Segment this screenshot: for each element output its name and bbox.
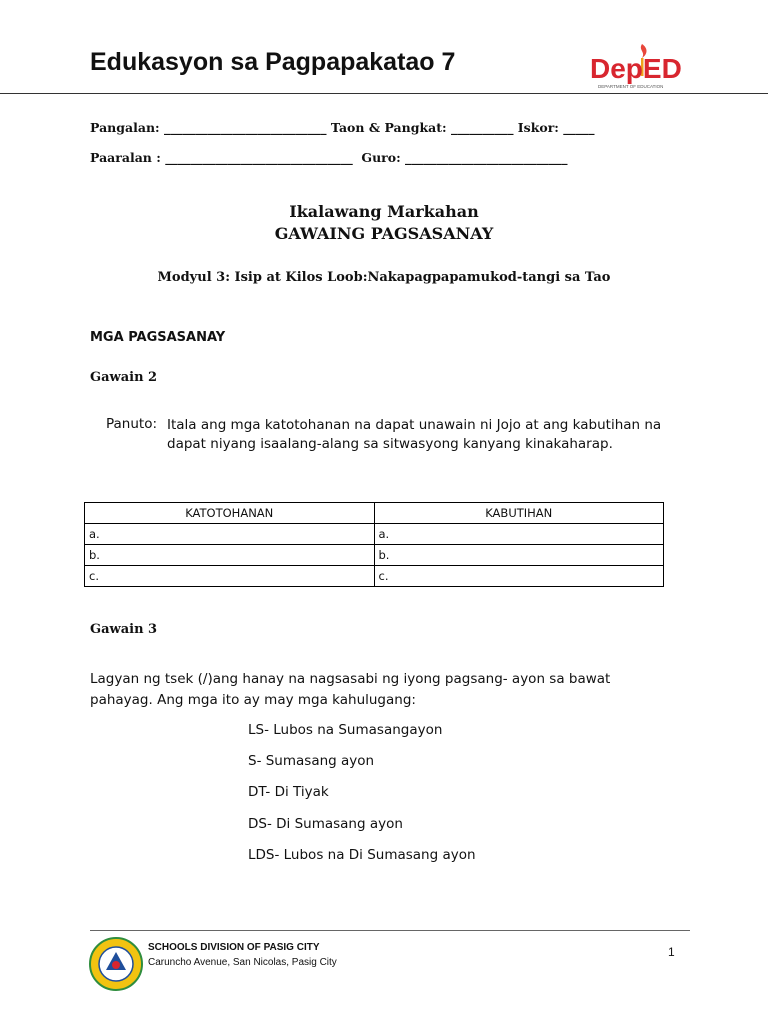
- logo-subtext: DEPARTMENT OF EDUCATION: [598, 84, 664, 89]
- header-katotohanan: KATOTOHANAN: [85, 503, 375, 524]
- document-title: Edukasyon sa Pagpapakatao 7: [90, 48, 456, 76]
- gawain2-heading: Gawain 2: [90, 370, 158, 385]
- division-seal-icon: [88, 936, 144, 992]
- answer-table: [84, 502, 664, 587]
- table-cell[interactable]: a.: [374, 524, 664, 545]
- footer-rule: [90, 930, 690, 931]
- section-heading: MGA PAGSASANAY: [90, 330, 226, 345]
- panuto-text: Itala ang mga katotohanan na dapat unawain ni Jojo at ang kabutihan na dapat niyang isaalang-alang sa sitwasyong kanyang kinakaharap.: [167, 417, 662, 452]
- scale-item-ds: DS- Di Sumasang ayon: [248, 816, 403, 832]
- scale-item-dt: DT- Di Tiyak: [248, 784, 329, 800]
- module-title: Modyul 3: Isip at Kilos Loob:Nakapagpapamukod-tangi sa Tao: [157, 270, 611, 285]
- activity-title: GAWAING PAGSASANAY: [274, 224, 494, 243]
- scale-item-lds: LDS- Lubos na Di Sumasang ayon: [248, 847, 476, 863]
- table-cell[interactable]: c.: [85, 566, 375, 587]
- scale-item-ls: LS- Lubos na Sumasangayon: [248, 722, 443, 738]
- table-row: [85, 566, 664, 587]
- gawain3-heading: Gawain 3: [90, 622, 158, 637]
- table-cell[interactable]: b.: [85, 545, 375, 566]
- table-cell[interactable]: b.: [374, 545, 664, 566]
- gawain3-instructions: Lagyan ng tsek (/)ang hanay na nagsasabi ng iyong pagsang- ayon sa bawat pahayag. Ang mga ito ay may mga kahulugang:: [90, 671, 611, 708]
- deped-logo: [590, 40, 690, 92]
- header-kabutihan: KABUTIHAN: [374, 503, 664, 524]
- table-cell[interactable]: c.: [374, 566, 664, 587]
- table-header-row: [85, 503, 664, 524]
- page-number: 1: [668, 945, 675, 959]
- table-row: [85, 524, 664, 545]
- panuto-label: Panuto:: [106, 416, 158, 432]
- scale-item-s: S- Sumasang ayon: [248, 753, 375, 769]
- logo-wordmark: DepED: [590, 53, 682, 84]
- table-cell[interactable]: a.: [85, 524, 375, 545]
- header-rule: [0, 93, 768, 94]
- form-line-name: Pangalan: __________________________ Taon & Pangkat: __________ Iskor: _____: [90, 120, 595, 135]
- form-line-school: Paaralan : ______________________________ Guro: __________________________: [90, 150, 568, 165]
- footer-division-name: SCHOOLS DIVISION OF PASIG CITY: [148, 942, 320, 953]
- footer-address: Caruncho Avenue, San Nicolas, Pasig City: [148, 957, 337, 968]
- quarter-title: Ikalawang Markahan: [289, 202, 479, 221]
- table-row: [85, 545, 664, 566]
